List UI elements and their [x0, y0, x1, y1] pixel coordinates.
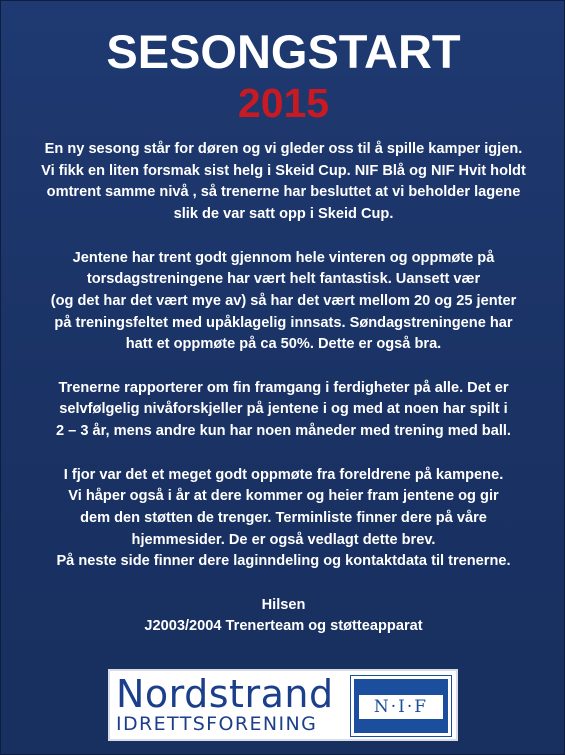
signature-greeting: Hilsen — [261, 596, 306, 613]
text-line: slik de var satt opp i Skeid Cup. — [173, 206, 394, 223]
paragraph-training — [7, 248, 560, 357]
nif-emblem-icon — [351, 676, 451, 736]
signature — [7, 595, 560, 638]
logo-subtitle: IDRETTSFORENING — [116, 713, 318, 735]
paragraph-gap — [7, 356, 560, 378]
emblem-text: N·I·F — [359, 695, 443, 719]
text-line: På neste side finner dere laginndeling og kontaktdata til trenerne. — [56, 553, 511, 570]
text-line: omtrent samme nivå , så trenerne har besluttet at vi beholder lagene — [46, 184, 521, 201]
paragraph-intro — [7, 139, 560, 226]
text-line: Trenerne rapporterer om fin framgang i ferdigheter på alle. Det er — [58, 379, 509, 396]
logo-name: Nordstrand — [116, 672, 334, 716]
text-line: 2 – 3 år, mens andre kun har noen måneder med trening med ball. — [56, 423, 511, 440]
signature-sender: J2003/2004 Trenerteam og støtteapparat — [144, 618, 423, 635]
text-line: Jentene har trent godt gjennom hele vinteren og oppmøte på — [72, 249, 495, 266]
season-year: 2015 — [237, 80, 330, 126]
text-line: torsdagstreningene har vært helt fantastisk. Uansett vær — [86, 271, 481, 288]
paragraph-gap — [7, 573, 560, 595]
text-line: Vi fikk en liten forsmak sist helg i Skeid Cup. NIF Blå og NIF Hvit holdt — [41, 162, 526, 179]
page-title: SESONGSTART — [106, 25, 461, 78]
paragraph-parents — [7, 465, 560, 574]
paragraph-progress — [7, 378, 560, 443]
text-line: dem den støtten de trenger. Terminliste finner dere på våre — [80, 509, 487, 526]
text-line: selvfølgelig nivåforskjeller på jentene i og med at noen har spilt i — [59, 401, 508, 418]
paragraph-gap — [7, 226, 560, 248]
text-line: Vi håper også i år at dere kommer og heier fram jentene og gir — [68, 488, 499, 505]
text-line: (og det har det vært mye av) så har det vært mellom 20 og 25 jenter — [50, 292, 517, 309]
letter-body — [7, 139, 560, 638]
text-line: I fjor var det et meget godt oppmøte fra foreldrene på kampene. — [63, 466, 504, 483]
text-line: En ny sesong står for døren og vi gleder oss til å spille kamper igjen. — [44, 141, 523, 157]
paragraph-gap — [7, 443, 560, 465]
text-line: på treningsfeltet med upåklagelig innsats. Søndagstreningene har — [54, 314, 513, 331]
text-line: hjemmesider. De er også vedlagt dette brev. — [131, 531, 436, 548]
text-line: hatt et oppmøte på ca 50%. Dette er også bra. — [125, 336, 442, 353]
club-logo — [108, 669, 458, 741]
